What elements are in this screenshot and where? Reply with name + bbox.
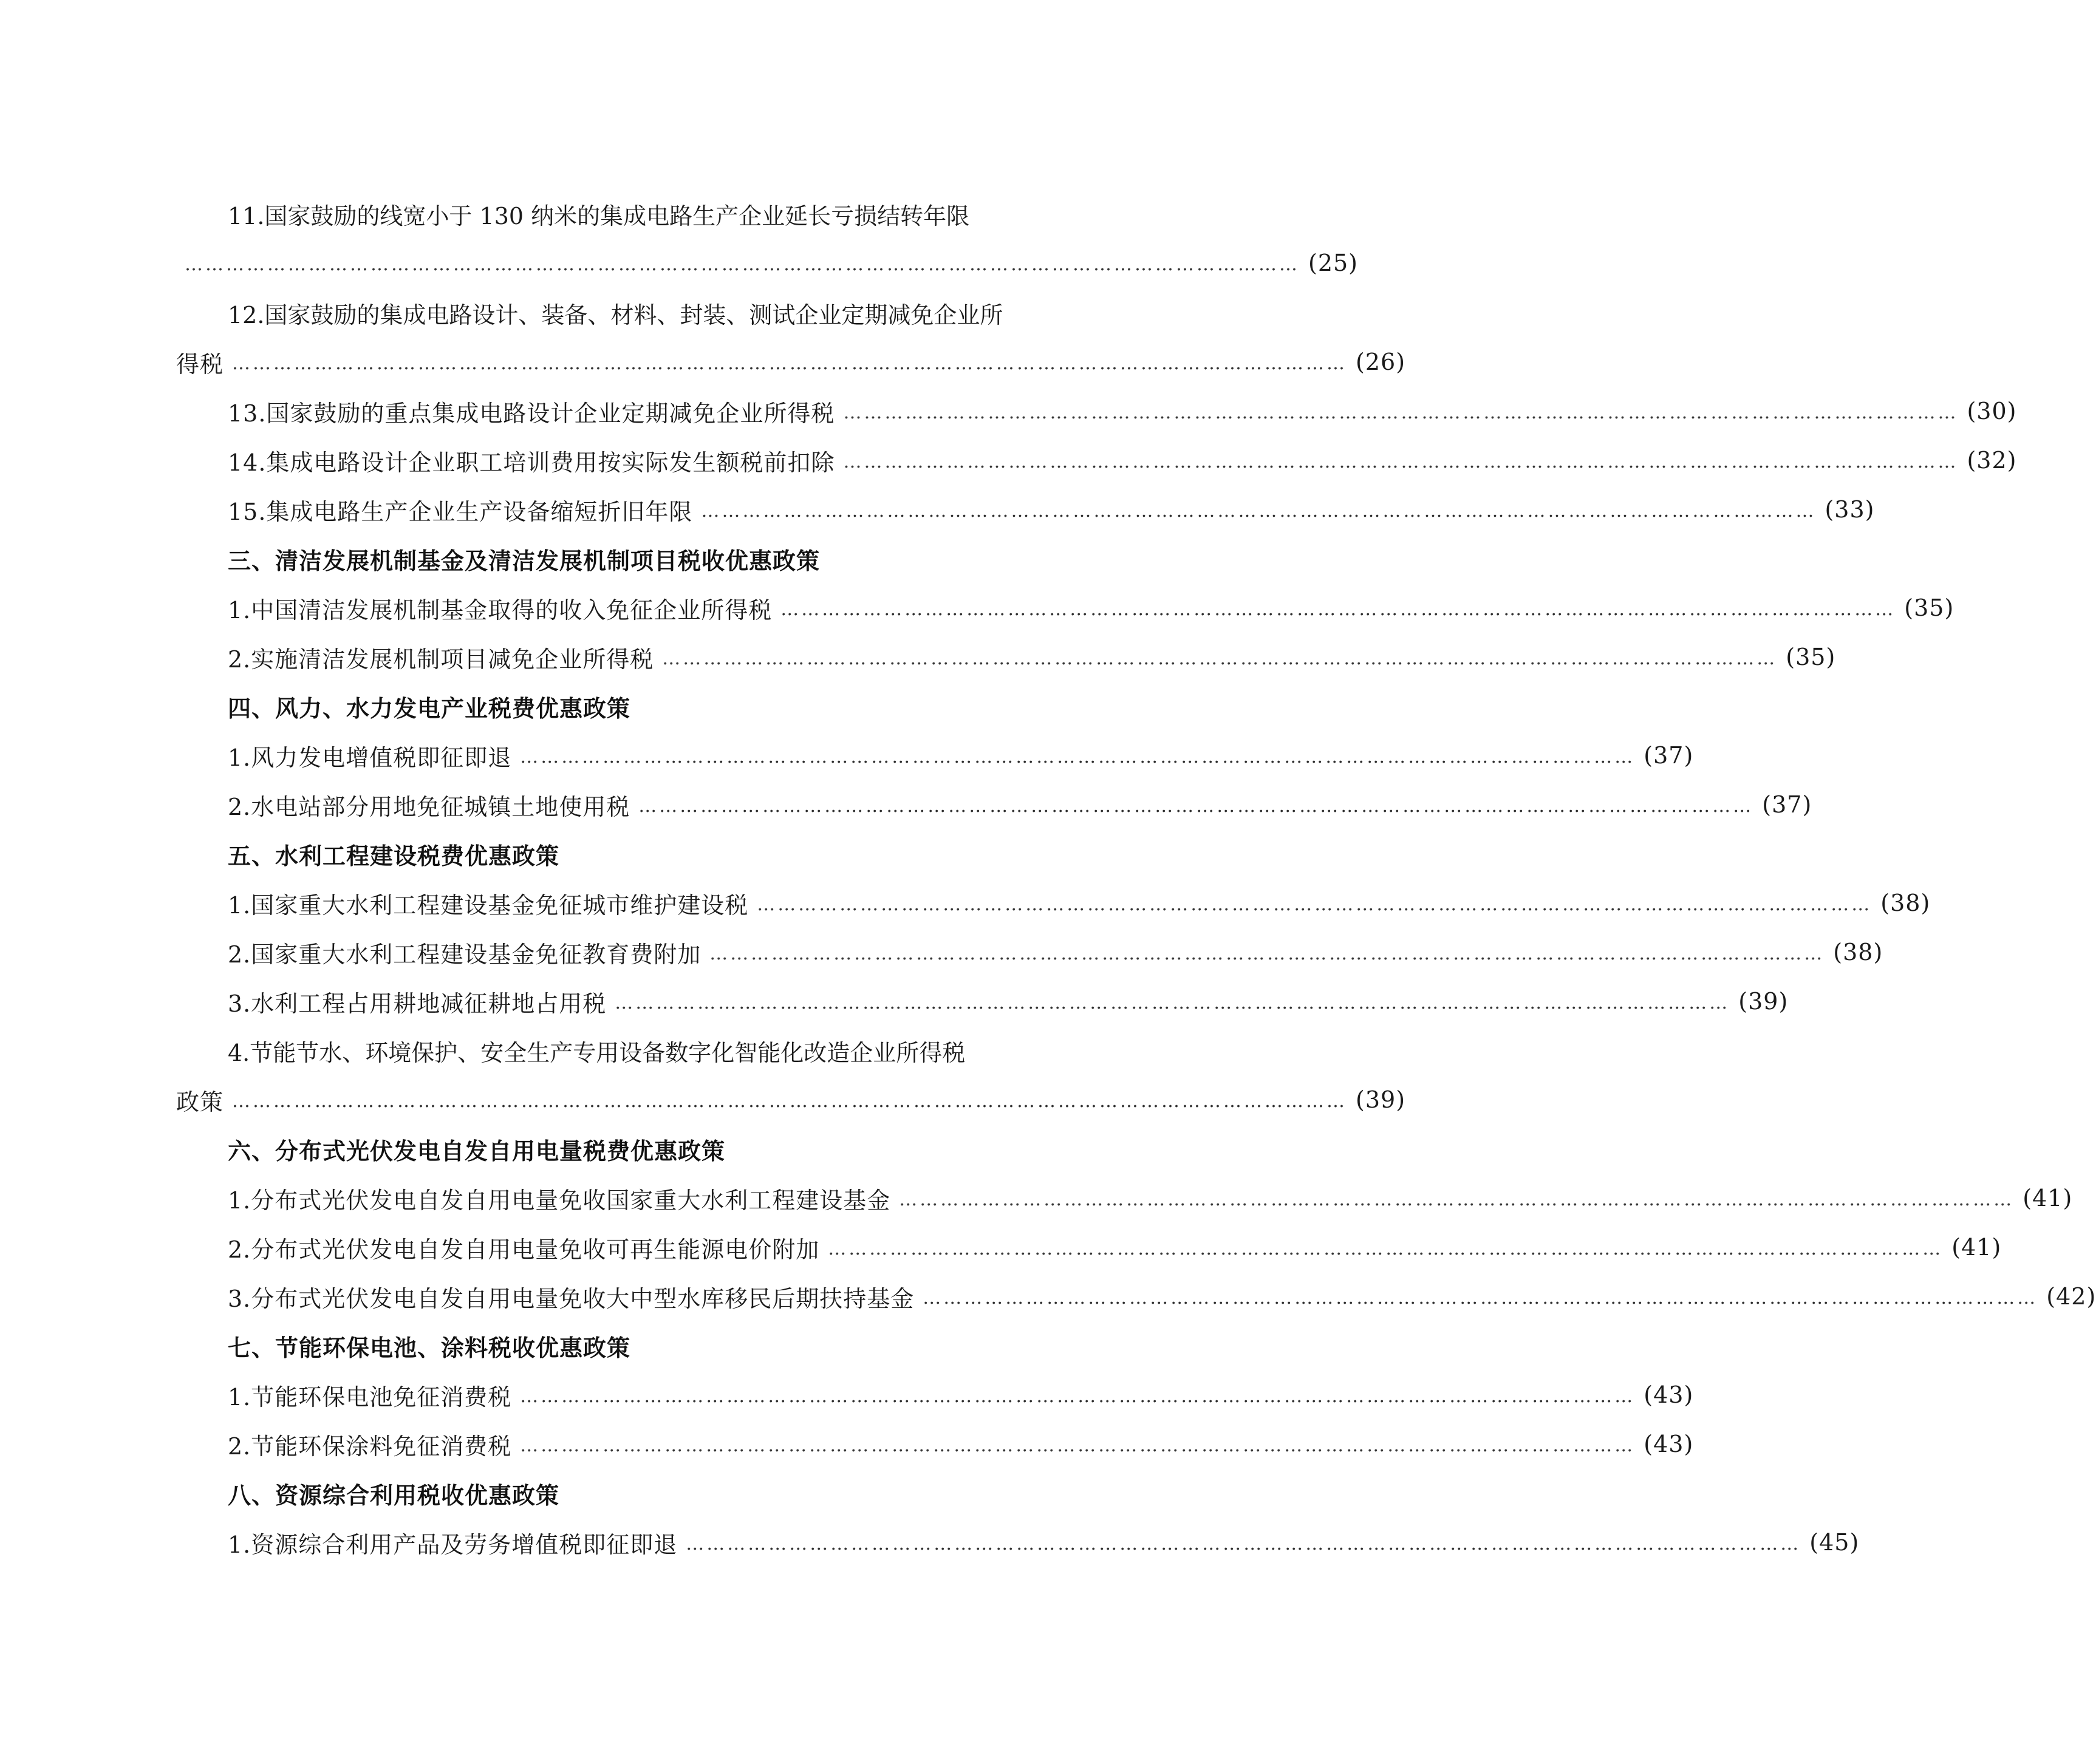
toc-entry-11-line2[interactable]: [176, 242, 1359, 284]
toc-entry-6-2[interactable]: [228, 1226, 2002, 1269]
toc-entry-12-line2[interactable]: [176, 341, 1406, 383]
toc-page-number: (43): [1644, 1381, 1694, 1408]
toc-entry-5-3[interactable]: [228, 980, 1789, 1023]
toc-section-heading-8[interactable]: 八、资源综合利用税收优惠政策: [228, 1481, 560, 1509]
leader-dots: ………………………………………………………………………………………………………………………………………………: [828, 1238, 1944, 1259]
toc-page-number: (38): [1880, 890, 1931, 916]
toc-entry-title: 14.集成电路设计企业职工培训费用按实际发生额税前扣除: [228, 449, 835, 476]
leader-dots: ………………………………………………………………………………………………………………………………………………: [520, 1434, 1636, 1456]
toc-page-number: (41): [1951, 1234, 2002, 1261]
toc-entry-12-line1[interactable]: [228, 291, 1062, 334]
toc-entry-title: 3.分布式光伏发电自发自用电量免收大中型水库移民后期扶持基金: [228, 1285, 915, 1312]
toc-page-number: (35): [1786, 644, 1836, 670]
toc-page-number: (38): [1833, 939, 1883, 965]
toc-entry-title: 1.中国清洁发展机制基金取得的收入免征企业所得税: [228, 596, 773, 624]
toc-entry-8-1[interactable]: [228, 1521, 1860, 1564]
leader-dots: ………………………………………………………………………………………………………………………………………………: [899, 1188, 2015, 1210]
toc-entry-5-4-line2[interactable]: [176, 1078, 1406, 1121]
toc-section-heading-3[interactable]: 三、清洁发展机制基金及清洁发展机制项目税收优惠政策: [228, 547, 821, 574]
toc-entry-5-4-line1[interactable]: [228, 1029, 1062, 1072]
toc-page-number: (26): [1356, 349, 1406, 375]
toc-entry-title-cont: 政策: [176, 1088, 224, 1115]
leader-dots: ………………………………………………………………………………………………………………………………………………: [709, 942, 1825, 964]
toc-entry-3-1[interactable]: [228, 587, 1954, 629]
leader-dots: ………………………………………………………………………………………………………………………………………………: [757, 893, 1872, 915]
toc-page-number: (39): [1738, 988, 1789, 1015]
toc-page-number: (45): [1809, 1529, 1860, 1556]
leader-dots: ………………………………………………………………………………………………………………………………………………: [686, 1533, 1801, 1555]
leader-dots: ………………………………………………………………………………………………………………………………………………: [232, 352, 1348, 374]
leader-dots: ………………………………………………………………………………………………………………………………………………: [520, 1385, 1636, 1407]
leader-dots: ………………………………………………………………………………………………………………………………………………: [843, 451, 1959, 472]
toc-entry-title: 2.实施清洁发展机制项目减免企业所得税: [228, 645, 654, 673]
leader-dots: ………………………………………………………………………………………………………………………………………………: [780, 598, 1896, 620]
toc-entry-5-2[interactable]: [228, 931, 1883, 973]
toc-entry-title: 1.分布式光伏发电自发自用电量免收国家重大水利工程建设基金: [228, 1187, 891, 1214]
toc-entry-title: 12.国家鼓励的集成电路设计、装备、材料、封装、测试企业定期减免企业所: [228, 301, 1003, 329]
toc-entry-7-1[interactable]: [228, 1374, 1694, 1416]
toc-page-number: (33): [1825, 496, 1875, 523]
toc-page-number: (25): [1308, 250, 1359, 276]
toc-entry-title: 11.国家鼓励的线宽小于 130 纳米的集成电路生产企业延长亏损结转年限: [228, 202, 970, 230]
toc-entry-title: 4.节能节水、环境保护、安全生产专用设备数字化智能化改造企业所得税: [228, 1039, 966, 1066]
toc-entry-15[interactable]: [228, 488, 1875, 531]
toc-entry-title: 1.资源综合利用产品及劳务增值税即征即退: [228, 1531, 678, 1558]
toc-page-number: (43): [1644, 1431, 1694, 1457]
toc-entry-6-3[interactable]: [228, 1275, 2096, 1318]
toc-entry-title: 2.分布式光伏发电自发自用电量免收可再生能源电价附加: [228, 1236, 820, 1263]
toc-entry-title: 15.集成电路生产企业生产设备缩短折旧年限: [228, 498, 693, 525]
toc-entry-7-2[interactable]: [228, 1423, 1694, 1465]
leader-dots: ………………………………………………………………………………………………………………………………………………: [923, 1287, 2038, 1309]
leader-dots: ………………………………………………………………………………………………………………………………………………: [638, 795, 1754, 817]
toc-section-heading-6[interactable]: 六、分布式光伏发电自发自用电量税费优惠政策: [228, 1137, 726, 1165]
toc-page-number: (42): [2046, 1283, 2096, 1310]
leader-dots: ………………………………………………………………………………………………………………………………………………: [701, 500, 1817, 522]
toc-entry-4-1[interactable]: [228, 734, 1694, 777]
toc-entry-title: 3.水利工程占用耕地减征耕地占用税: [228, 990, 607, 1017]
toc-page-number: (37): [1762, 791, 1812, 818]
toc-entry-title: 1.国家重大水利工程建设基金免征城市维护建设税: [228, 891, 749, 919]
toc-entry-title: 1.节能环保电池免征消费税: [228, 1383, 512, 1411]
toc-page-number: (37): [1644, 742, 1694, 769]
toc-entry-11-line1[interactable]: [228, 192, 1062, 235]
toc-page-number: (32): [1967, 447, 2017, 474]
toc-entry-title-cont: 得税: [176, 350, 224, 378]
toc-page-number: (41): [2023, 1185, 2073, 1211]
toc-entry-title: 2.节能环保涂料免征消费税: [228, 1432, 512, 1460]
toc-entry-4-2[interactable]: [228, 783, 1812, 826]
toc-section-heading-4[interactable]: 四、风力、水力发电产业税费优惠政策: [228, 694, 631, 722]
toc-entry-title: 2.水电站部分用地免征城镇土地使用税: [228, 793, 630, 820]
toc-entry-5-1[interactable]: [228, 882, 1931, 924]
toc-entry-14[interactable]: [228, 439, 2017, 482]
toc-entry-3-2[interactable]: [228, 636, 1836, 678]
toc-entry-title: 2.国家重大水利工程建设基金免征教育费附加: [228, 941, 702, 968]
toc-page-number: (39): [1356, 1086, 1406, 1113]
toc-entry-title: 13.国家鼓励的重点集成电路设计企业定期减免企业所得税: [228, 400, 835, 427]
leader-dots: ………………………………………………………………………………………………………………………………………………: [843, 401, 1959, 423]
toc-section-heading-5[interactable]: 五、水利工程建设税费优惠政策: [228, 842, 560, 870]
leader-dots: ………………………………………………………………………………………………………………………………………………: [662, 647, 1778, 669]
leader-dots: ………………………………………………………………………………………………………………………………………………: [615, 992, 1730, 1013]
leader-dots: ………………………………………………………………………………………………………………………………………………: [185, 253, 1300, 275]
toc-page-number: (30): [1967, 398, 2017, 424]
toc-page-number: (35): [1904, 594, 1954, 621]
leader-dots: ………………………………………………………………………………………………………………………………………………: [232, 1090, 1348, 1112]
toc-entry-title: 1.风力发电增值税即征即退: [228, 744, 512, 771]
toc-entry-13[interactable]: [228, 390, 2017, 432]
toc-entry-6-1[interactable]: [228, 1177, 2073, 1219]
toc-section-heading-7[interactable]: 七、节能环保电池、涂料税收优惠政策: [228, 1333, 631, 1361]
leader-dots: ………………………………………………………………………………………………………………………………………………: [520, 746, 1636, 768]
